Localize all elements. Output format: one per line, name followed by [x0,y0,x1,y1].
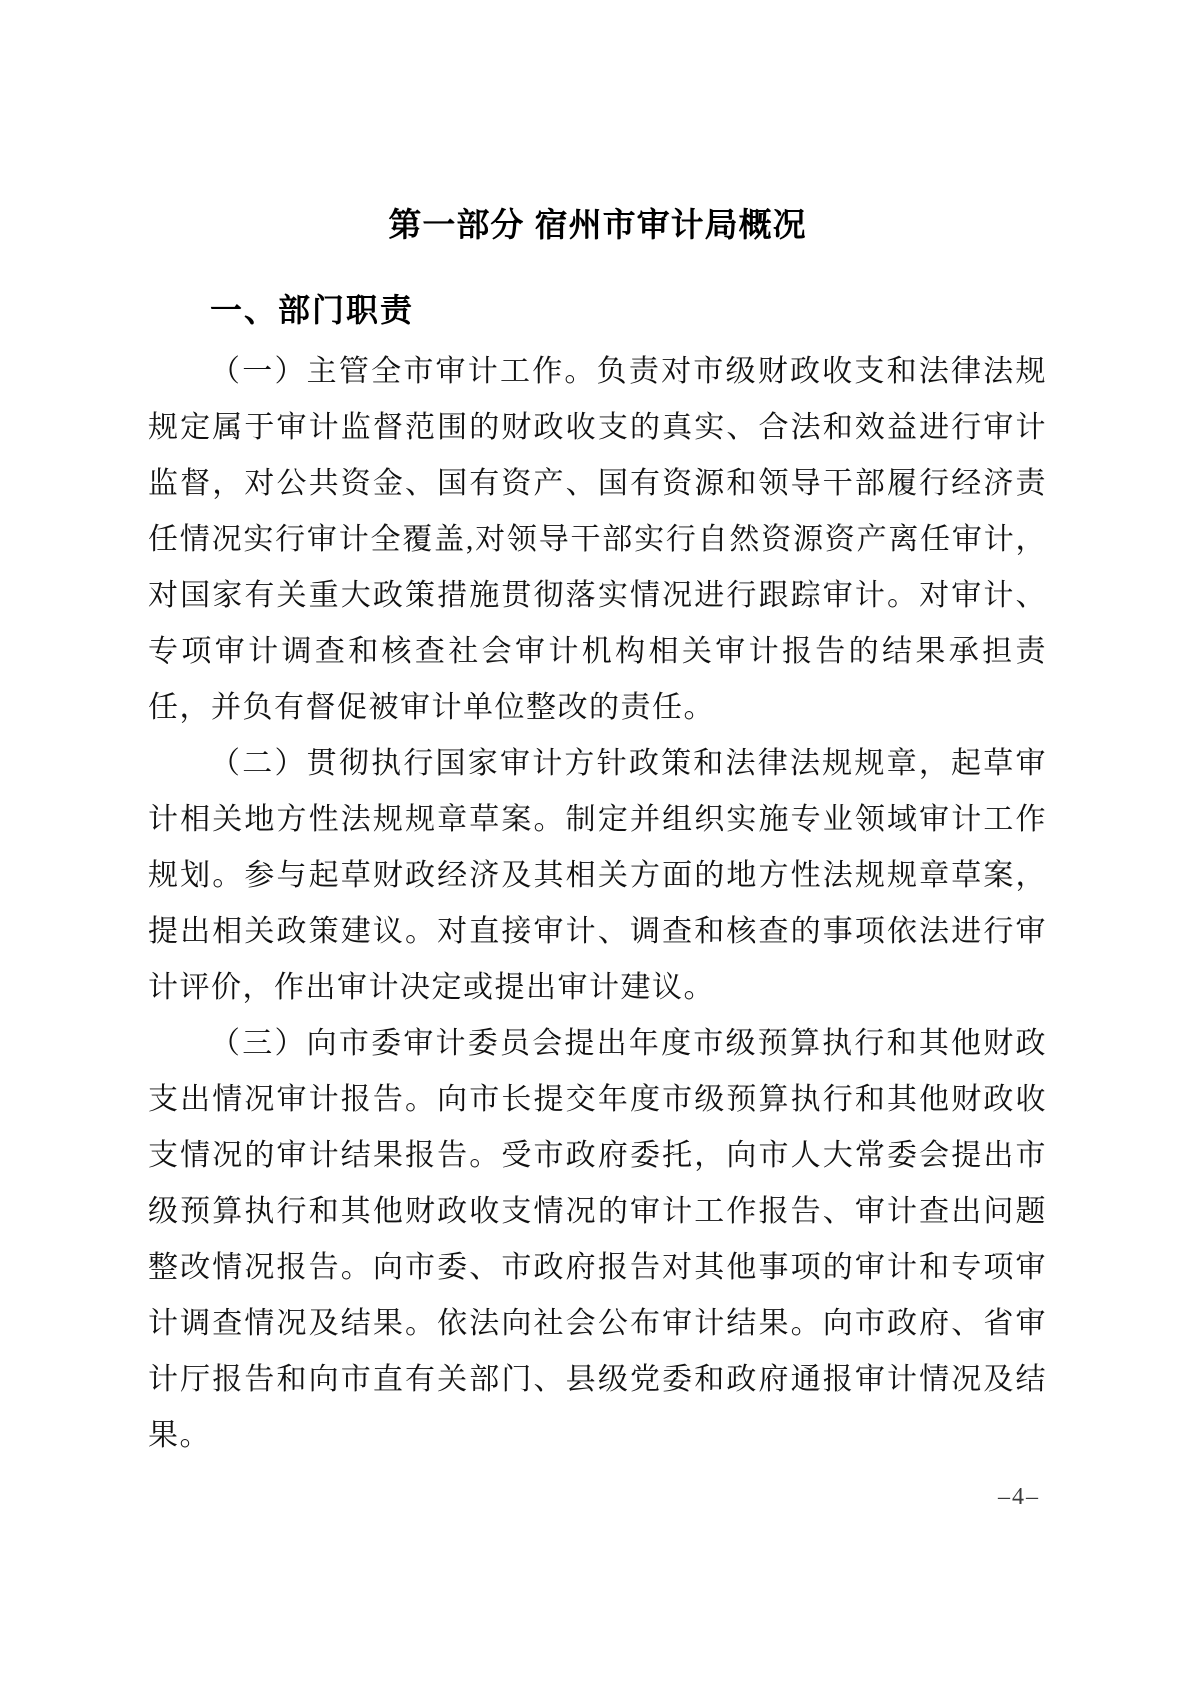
page-number: –4– [998,1484,1040,1510]
section-heading: 一、部门职责 [210,292,415,328]
document-content [148,0,1047,1464]
document-title: 第一部分 宿州市审计局概况 [388,206,807,243]
paragraph-duty-2: （二）贯彻执行国家审计方针政策和法律法规规章，起草审计相关地方性法规规章草案。制定并组织实施专业领域审计工作规划。参与起草财政经济及其相关方面的地方性法规规章草案，提出相关政策建议。对直接审计、调查和核查的事项依法进行审计评价，作出审计决定或提出审计建议。 [148,747,1047,1004]
paragraph-duty-3: （三）向市委审计委员会提出年度市级预算执行和其他财政支出情况审计报告。向市长提交年度市级预算执行和其他财政收支情况的审计结果报告。受市政府委托，向市人大常委会提出市级预算执行和其他财政收支情况的审计工作报告、审计查出问题整改情况报告。向市委、市政府报告对其他事项的审计和专项审计调查情况及结果。依法向社会公布审计结果。向市政府、省审计厅报告和向市直有关部门、县级党委和政府通报审计情况及结果。 [148,1027,1047,1452]
paragraph-duty-1: （一）主管全市审计工作。负责对市级财政收支和法律法规规定属于审计监督范围的财政收支的真实、合法和效益进行审计监督，对公共资金、国有资产、国有资源和领导干部履行经济责任情况实行审计全覆盖,对领导干部实行自然资源资产离任审计，对国家有关重大政策措施贯彻落实情况进行跟踪审计。对审计、专项审计调查和核查社会审计机构相关审计报告的结果承担责任，并负有督促被审计单位整改的责任。 [148,355,1047,724]
